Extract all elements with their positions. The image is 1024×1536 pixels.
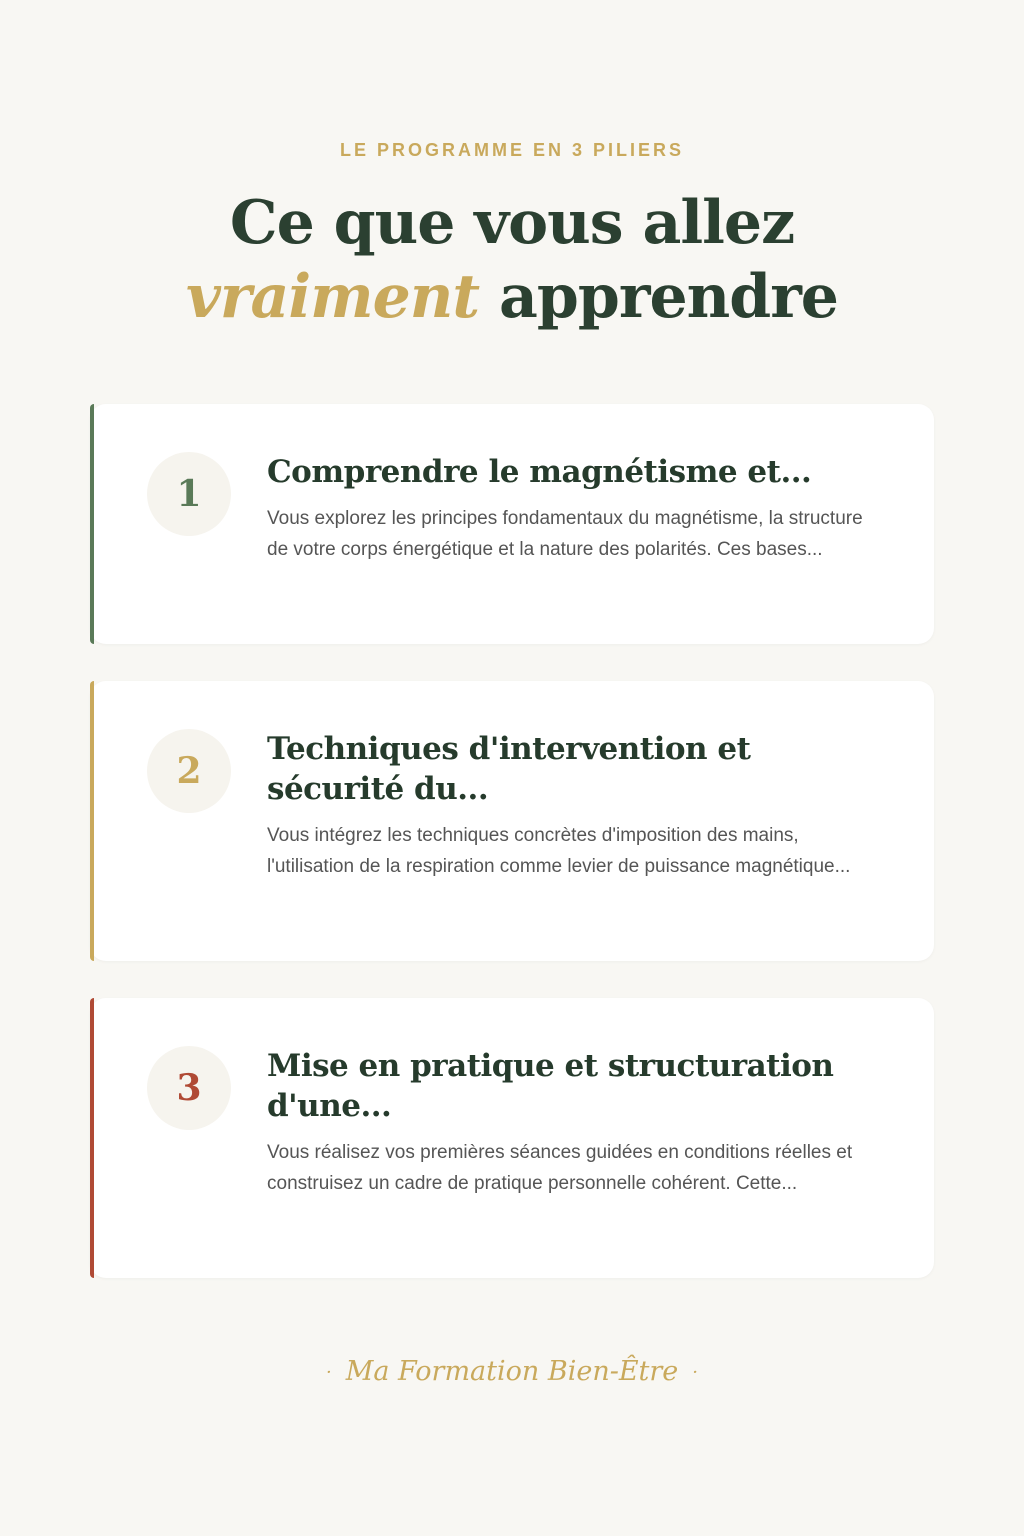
- pillar-accent-bar: [90, 681, 94, 961]
- pillar-number-badge: 3: [147, 1046, 231, 1130]
- pillar-accent-bar: [90, 998, 94, 1278]
- pillar-description: Vous explorez les principes fondamentaux du magnétisme, la structure de votre corps énergétique et la nature des polarités. Ces bases...: [267, 508, 863, 560]
- pillar-accent-bar: [90, 404, 94, 644]
- pillar-card-3: [90, 998, 934, 1278]
- footer-brand: [0, 1356, 1024, 1387]
- section-title: [0, 186, 1024, 334]
- footer-dot-right: ·: [692, 1362, 699, 1383]
- pillar-description: Vous intégrez les techniques concrètes d'imposition des mains, l'utilisation de la respiration comme levier de puissance magnétique...: [267, 825, 851, 877]
- title-line-1: Ce que vous allez: [229, 188, 795, 258]
- footer-brand-name: Ma Formation Bien-Être: [345, 1356, 679, 1387]
- pillar-description: Vous réalisez vos premières séances guidées en conditions réelles et construisez un cadre de pratique personnelle cohérent. Cette...: [267, 1142, 853, 1194]
- pillar-number-badge: 2: [147, 729, 231, 813]
- pillar-card-1: [90, 404, 934, 644]
- title-line-2: apprendre: [479, 262, 838, 332]
- section-eyebrow: LE PROGRAMME EN 3 PILIERS: [339, 140, 685, 160]
- pillar-number-badge: 1: [147, 452, 231, 536]
- footer-dot-left: ·: [325, 1362, 332, 1383]
- pillar-title: Comprendre le magnétisme et...: [267, 454, 812, 490]
- pillar-card-2: [90, 681, 934, 961]
- title-accent-word: vraiment: [186, 262, 480, 332]
- pillar-title: Techniques d'intervention et sécurité du...: [267, 731, 751, 807]
- pillar-title: Mise en pratique et structuration d'une...: [267, 1048, 834, 1124]
